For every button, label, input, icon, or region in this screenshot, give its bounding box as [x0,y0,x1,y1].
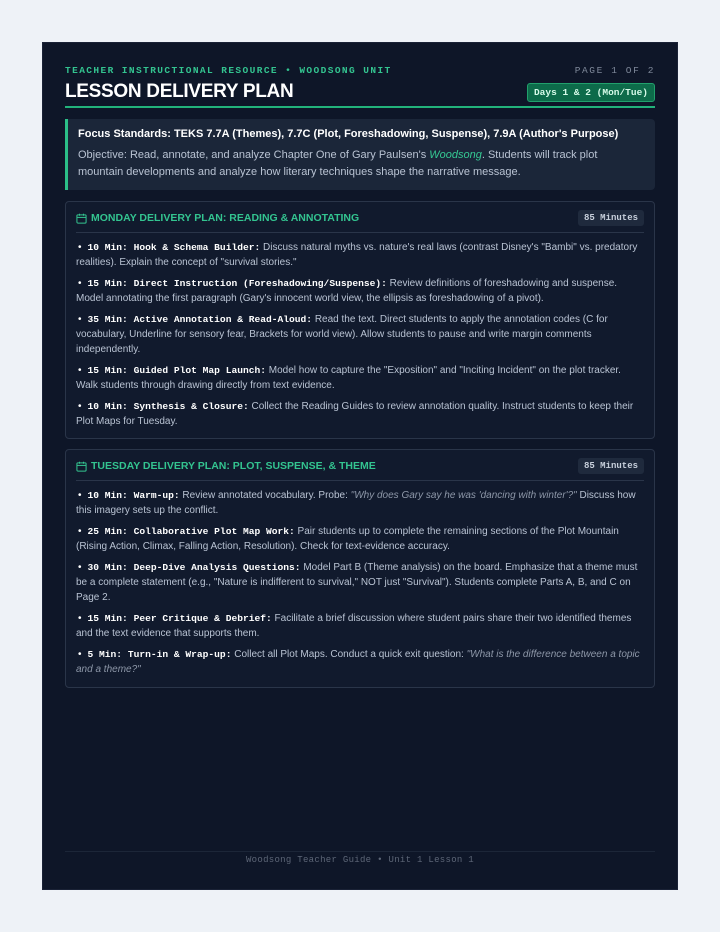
list-item: • 10 Min: Hook & Schema Builder: Discuss natural myths vs. nature's real laws (contrast Disney's "Bambi" vs. predatory realities). Explain the concept of "survival stories." [76,242,638,268]
calendar-icon [76,213,87,224]
list-item: • 15 Min: Peer Critique & Debrief: Facilitate a brief discussion where student pairs share their two identified themes and the text evidence that supports them. [76,613,632,639]
page-title: LESSON DELIVERY PLAN [65,81,294,102]
list-item: • 10 Min: Synthesis & Closure: Collect the Reading Guides to review annotation quality. Instruct students to keep their Plot Maps for Tuesday. [76,401,634,427]
list-item: • 35 Min: Active Annotation & Read-Aloud: Read the text. Direct students to apply the annotation codes (C for vocabulary, Underline for sensory fear, Brackets for world view). Allow students to pause and write margin comments independently. [76,314,608,355]
focus-standards-box [65,119,655,190]
page-number: PAGE 1 OF 2 [574,65,655,76]
footer-divider [65,851,655,852]
monday-plan-card [65,201,655,439]
resource-kicker: TEACHER INSTRUCTIONAL RESOURCE • WOODSONG UNIT [65,65,392,76]
header-top-row [65,65,655,76]
monday-minutes-badge: 85 Minutes [578,210,644,226]
tuesday-plan-card [65,449,655,688]
objective-text [78,147,643,180]
days-badge: Days 1 & 2 (Mon/Tue) [527,83,655,102]
title-divider [65,106,655,108]
monday-items [76,240,644,429]
focus-standards: Focus Standards: TEKS 7.7A (Themes), 7.7C (Plot, Foreshadowing, Suspense), 7.9A (Author's Purpose) [78,128,619,140]
monday-title-text: MONDAY DELIVERY PLAN: READING & ANNOTATING [91,212,360,224]
tuesday-title-text: TUESDAY DELIVERY PLAN: PLOT, SUSPENSE, & THEME [91,460,376,472]
list-item: • 10 Min: Warm-up: Review annotated vocabulary. Probe: "Why does Gary say he was 'dancing with winter'?" Discuss how this imagery sets up the conflict. [76,490,636,516]
tuesday-minutes-badge: 85 Minutes [578,458,644,474]
objective-before: Objective: Read, annotate, and analyze Chapter One of Gary Paulsen's [78,149,430,161]
list-item: • 15 Min: Direct Instruction (Foreshadowing/Suspense): Review definitions of foreshadowing and suspense. Model annotating the first paragraph (Gary's innocent world view, the ellipsis as foreshadowing of a pivot). [76,278,618,304]
objective-after: . Students will track plot mountain developments and analyze how literary techniques shape the narrative message. [78,149,598,178]
book-title: Woodsong [429,149,482,161]
tuesday-plan-header [76,458,644,481]
list-item: • 15 Min: Guided Plot Map Launch: Model how to capture the "Exposition" and "Inciting Incident" on the plot tracker. Walk students through drawing directly from text evidence. [76,365,621,391]
tuesday-items [76,488,644,677]
title-row [65,81,655,103]
monday-plan-header [76,210,644,233]
page-footer: Woodsong Teacher Guide • Unit 1 Lesson 1 [245,855,475,865]
list-item: • 25 Min: Collaborative Plot Map Work: Pair students up to complete the remaining sections of the Plot Mountain (Rising Action, Climax, Falling Action, Resolution). Check for text-evidence accuracy. [76,526,619,552]
document-page [42,42,678,890]
monday-plan-title [76,212,359,224]
calendar-icon [76,461,87,472]
list-item: • 5 Min: Turn-in & Wrap-up: Collect all Plot Maps. Conduct a quick exit question: "What is the difference between a topic and a theme?" [76,649,640,675]
list-item: • 30 Min: Deep-Dive Analysis Questions: Model Part B (Theme analysis) on the board. Emphasize that a theme must be a complete statement (e.g., "Nature is indifferent to survival," NOT just "Survival"). Students complete Parts A, B, and C on Page 2. [76,562,638,603]
tuesday-plan-title [76,460,376,472]
